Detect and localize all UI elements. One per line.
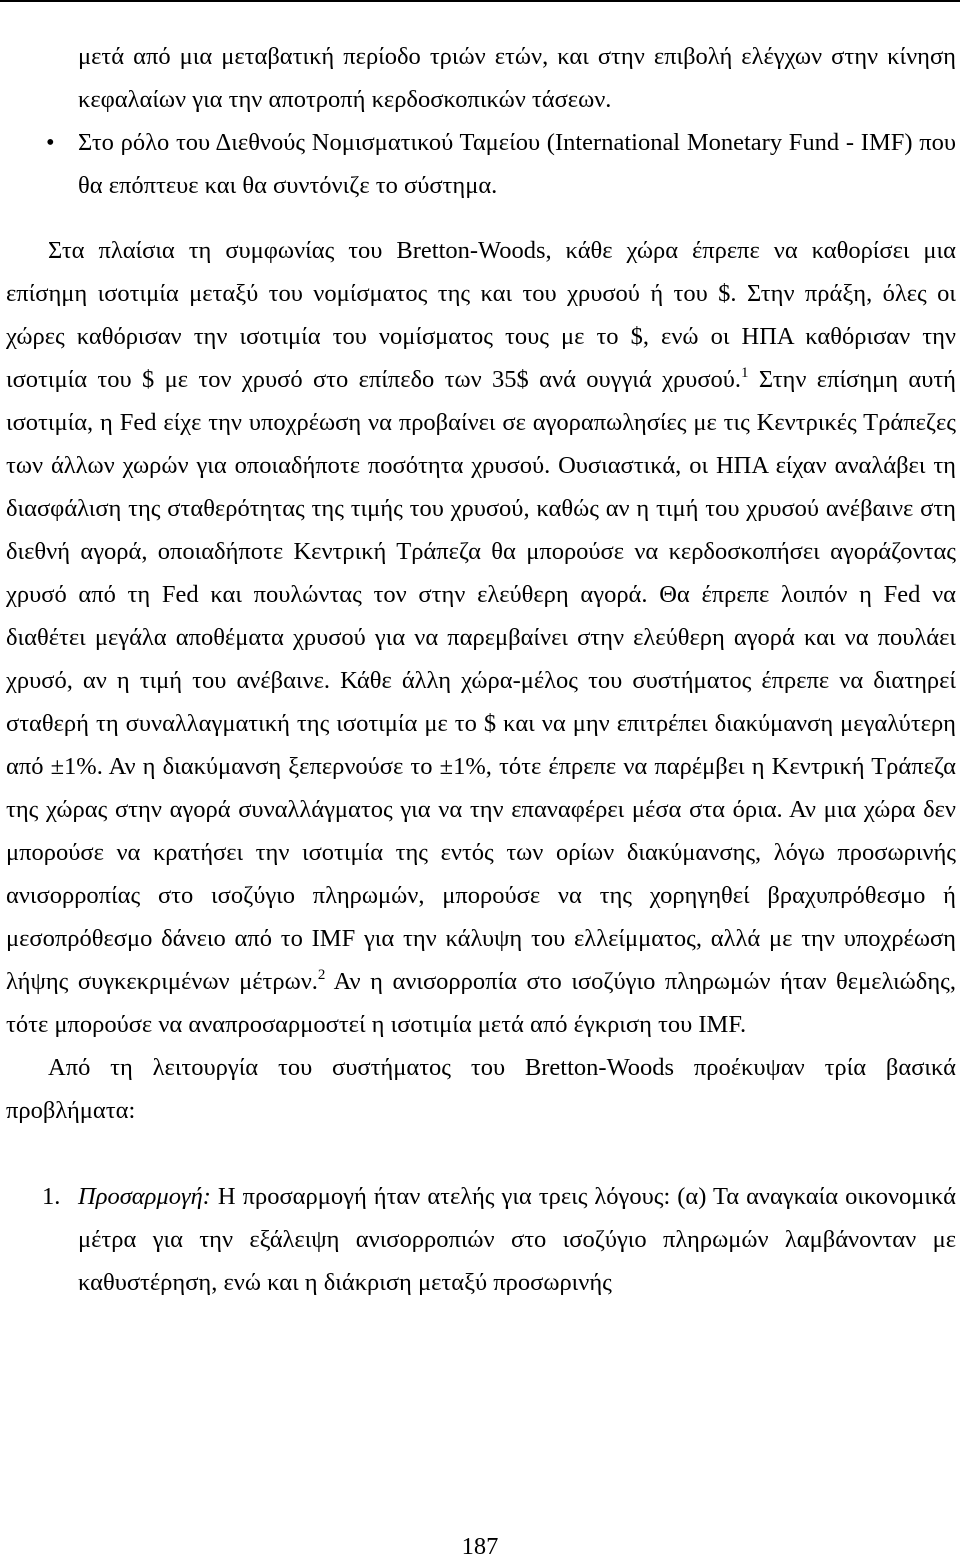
- footnote-ref-2[interactable]: 2: [317, 967, 326, 983]
- paragraph-problems-intro: Από τη λειτουργία του συστήματος του Bretton-Woods προέκυψαν τρία βασικά προβλήματα:: [6, 1054, 956, 1124]
- paragraph-text-b: Στην επίσημη αυτή ισοτιμία, η Fed είχε την υποχρέωση να προβαίνει σε αγοραπωλησίες με τις Κεντρικές Τράπεζες των άλλων χωρών για οποιαδήποτε ποσότητα χρυσού. Ουσιαστικά, οι ΗΠΑ είχαν αναλάβει τη διασφάλιση της σταθερότητας της τιμής του χρυσού, καθώς αν η τιμή του χρυσού ανέβαινε στη διεθνή αγορά, οποιαδήποτε Κεντρική Τράπεζα θα μπορούσε να κερδοσκοπήσει αγοράζοντας χρυσό από τη Fed και πουλώντας τον στην ελεύθερη αγορά. Θα έπρεπε λοιπόν η Fed να διαθέτει μεγάλα αποθέματα χρυσού για να παρεμβαίνει στην ελεύθερη αγορά και να πουλάει χρυσό, αν η τιμή του ανέβαινε. Κάθε άλλη χώρα-μέλος του συστήματος έπρεπε να διατηρεί σταθερή τη συναλλαγματική της ισοτιμία με το $ και να μην επιτρέπει διακύμανση μεγαλύτερη από ±1%. Αν η διακύμανση ξεπερνούσε το ±1%, τότε έπρεπε να παρέμβει η Κεντρική Τράπεζα της χώρας στην αγορά συναλλάγματος για να την επαναφέρει μέσα στα όρια. Αν μια χώρα δεν μπορούσε να κρατήσει την ισοτιμία της εντός των ορίων διακύμανσης, λόγω προσωρινής ανισορροπίας στο ισοζύγιο πληρωμών, μπορούσε να της χορηγηθεί βραχυπρόθεσμο ή μεσοπρόθεσμο δάνειο από το IMF για την κάλυψη του ελλείμματος, αλλά με την υποχρέωση λήψης συγκεκριμένων μέτρων.: [6, 366, 956, 995]
- bullet-text: Στο ρόλο του Διεθνούς Νομισματικού Ταμείου (International Monetary Fund - IMF) που θα επόπτευε και θα συντόνιζε το σύστημα.: [78, 129, 956, 199]
- footnote-ref-1[interactable]: 1: [741, 365, 749, 381]
- paragraph-bretton-woods: [6, 229, 956, 1046]
- list-text: Η προσαρμογή ήταν ατελής για τρεις λόγους: (α) Τα αναγκαία οικονομικά μέτρα για την εξάλειψη ανισορροπιών στο ισοζύγιο πληρωμών λαμβάνονταν με καθυστέρηση, ενώ και η διάκριση μεταξύ προσωρινής: [78, 1183, 956, 1296]
- paragraph-text-a: Στα πλαίσια τη συμφωνίας του Bretton-Woods, κάθε χώρα έπρεπε να καθορίσει μια επίσημη ισοτιμία μεταξύ του νομίσματος της και του χρυσού ή του $. Στην πράξη, όλες οι χώρες καθόρισαν την ισοτιμία του νομίσματος τους με το $, ενώ οι ΗΠΑ καθόρισαν την ισοτιμία του $ με τον χρυσό στο επίπεδο των 35$ ανά ουγγιά χρυσού.: [6, 237, 956, 393]
- top-rule: [0, 0, 960, 2]
- continued-paragraph: μετά από μια μεταβατική περίοδο τριών ετών, και στην επιβολή ελέγχων στην κίνηση κεφαλαίων για την αποτροπή κερδοσκοπικών τάσεων.: [78, 43, 956, 113]
- bullet-marker: •: [46, 129, 55, 156]
- list-number: 1.: [42, 1183, 61, 1210]
- document-page: [6, 35, 956, 1304]
- page-number: 187: [461, 1533, 499, 1560]
- paragraph-text-c: Αν η ανισορροπία στο ισοζύγιο πληρωμών ήταν θεμελιώδης, τότε μπορούσε να αναπροσαρμοστεί η ισοτιμία μετά από έγκριση του IMF.: [6, 968, 956, 1038]
- bullet-item: [6, 121, 956, 207]
- numbered-list-item: [6, 1175, 956, 1304]
- list-term: Προσαρμογή:: [78, 1183, 211, 1210]
